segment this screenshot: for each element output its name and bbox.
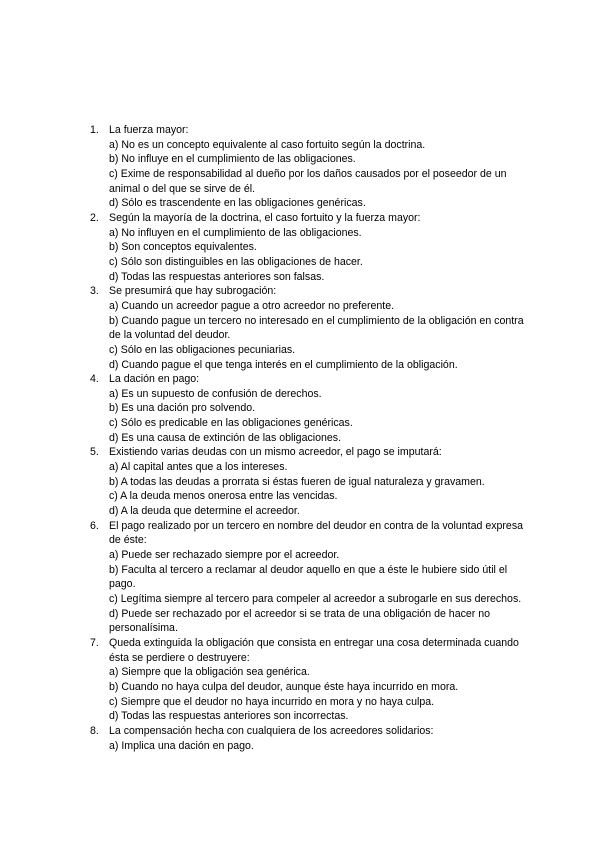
answer-option-b: b) Cuando no haya culpa del deudor, aunque éste haya incurrido en mora. <box>109 680 459 693</box>
answer-option-a: a) Siempre que la obligación sea genérica. <box>109 666 310 679</box>
answer-option-b: b) Es una dación pro solvendo. <box>109 402 256 415</box>
question-text: La compensación hecha con cualquiera de los acreedores solidarios: <box>109 724 434 737</box>
answer-option-c: c) Sólo es predicable en las obligaciones genéricas. <box>109 417 353 430</box>
answer-option-b: b) Cuando pague un tercero no interesado en el cumplimiento de la obligación en contra de la voluntad del deudor. <box>109 314 524 342</box>
answer-option-b: b) A todas las deudas a prorrata si éstas fueren de igual naturaleza y gravamen. <box>109 475 485 488</box>
question-number: 8. <box>90 724 99 737</box>
question-text: El pago realizado por un tercero en nombre del deudor en contra de la voluntad expresa de éste: <box>109 519 524 547</box>
answer-option-a: a) No es un concepto equivalente al caso fortuito según la doctrina. <box>109 138 426 151</box>
answer-option-b: b) No influye en el cumplimiento de las obligaciones. <box>109 153 356 166</box>
answer-option-a: a) Al capital antes que a los intereses. <box>109 461 288 474</box>
question-number: 1. <box>90 124 99 136</box>
answer-option-b: b) Son conceptos equivalentes. <box>109 241 257 254</box>
answer-option-a: a) Puede ser rechazado siempre por el acreedor. <box>109 549 340 562</box>
answer-option-c: c) A la deuda menos onerosa entre las vencidas. <box>109 490 338 503</box>
answer-option-a: a) Implica una dación en pago. <box>109 739 254 752</box>
question-item-1 <box>90 123 530 211</box>
question-item-8 <box>90 724 530 753</box>
question-text: Se presumirá que hay subrogación: <box>109 285 277 298</box>
question-number: 6. <box>90 519 99 532</box>
question-number: 3. <box>90 285 99 298</box>
answer-option-d: d) Puede ser rechazado por el acreedor si se trata de una obligación de hacer no personalísima. <box>109 607 491 635</box>
answer-option-d: d) Todas las respuestas anteriores son incorrectas. <box>109 710 349 723</box>
question-number: 5. <box>90 446 99 459</box>
question-number: 7. <box>90 636 99 649</box>
answer-option-a: a) Cuando un acreedor pague a otro acreedor no preferente. <box>109 299 395 312</box>
answer-option-d: d) Cuando pague el que tenga interés en el cumplimiento de la obligación. <box>109 358 458 371</box>
question-text: Existiendo varias deudas con un mismo acreedor, el pago se imputará: <box>109 446 442 459</box>
answer-option-a: a) Es un supuesto de confusión de derechos. <box>109 387 322 400</box>
answer-option-c: c) Siempre que el deudor no haya incurrido en mora y no haya culpa. <box>109 695 435 708</box>
answer-option-d: d) Es una causa de extinción de las obligaciones. <box>109 431 342 444</box>
question-item-6 <box>90 519 530 636</box>
answer-option-c: c) Sólo en las obligaciones pecuniarias. <box>109 343 296 356</box>
question-item-2 <box>90 211 530 284</box>
answer-option-d: d) Sólo es trascendente en las obligaciones genéricas. <box>109 197 366 210</box>
answer-option-c: c) Sólo son distinguibles en las obligaciones de hacer. <box>109 255 363 268</box>
question-item-3 <box>90 284 530 372</box>
question-item-5 <box>90 445 530 518</box>
question-number: 4. <box>90 373 99 386</box>
answer-option-d: d) A la deuda que determine el acreedor. <box>109 505 300 518</box>
question-item-4 <box>90 372 530 445</box>
answer-option-c: c) Exime de responsabilidad al dueño por los daños causados por el poseedor de un animal o del que se sirve de él. <box>109 167 507 195</box>
question-list <box>90 123 530 753</box>
question-text: La dación en pago: <box>109 373 200 386</box>
answer-option-d: d) Todas las respuestas anteriores son falsas. <box>109 270 325 283</box>
question-text: La fuerza mayor: <box>109 124 189 136</box>
answer-option-c: c) Legítima siempre al tercero para compeler al acreedor a subrogarle en sus derechos. <box>109 593 522 605</box>
answer-option-a: a) No influyen en el cumplimiento de las obligaciones. <box>109 226 362 239</box>
question-number: 2. <box>90 211 99 224</box>
question-text: Según la mayoría de la doctrina, el caso fortuito y la fuerza mayor: <box>109 211 421 224</box>
question-item-7 <box>90 636 530 724</box>
answer-option-b: b) Faculta al tercero a reclamar al deudor aquello en que a éste le hubiere sido útil el pago. <box>109 563 508 591</box>
question-text: Queda extinguida la obligación que consista en entregar una cosa determinada cuando ésta se perdiere o destruyere: <box>109 636 519 664</box>
